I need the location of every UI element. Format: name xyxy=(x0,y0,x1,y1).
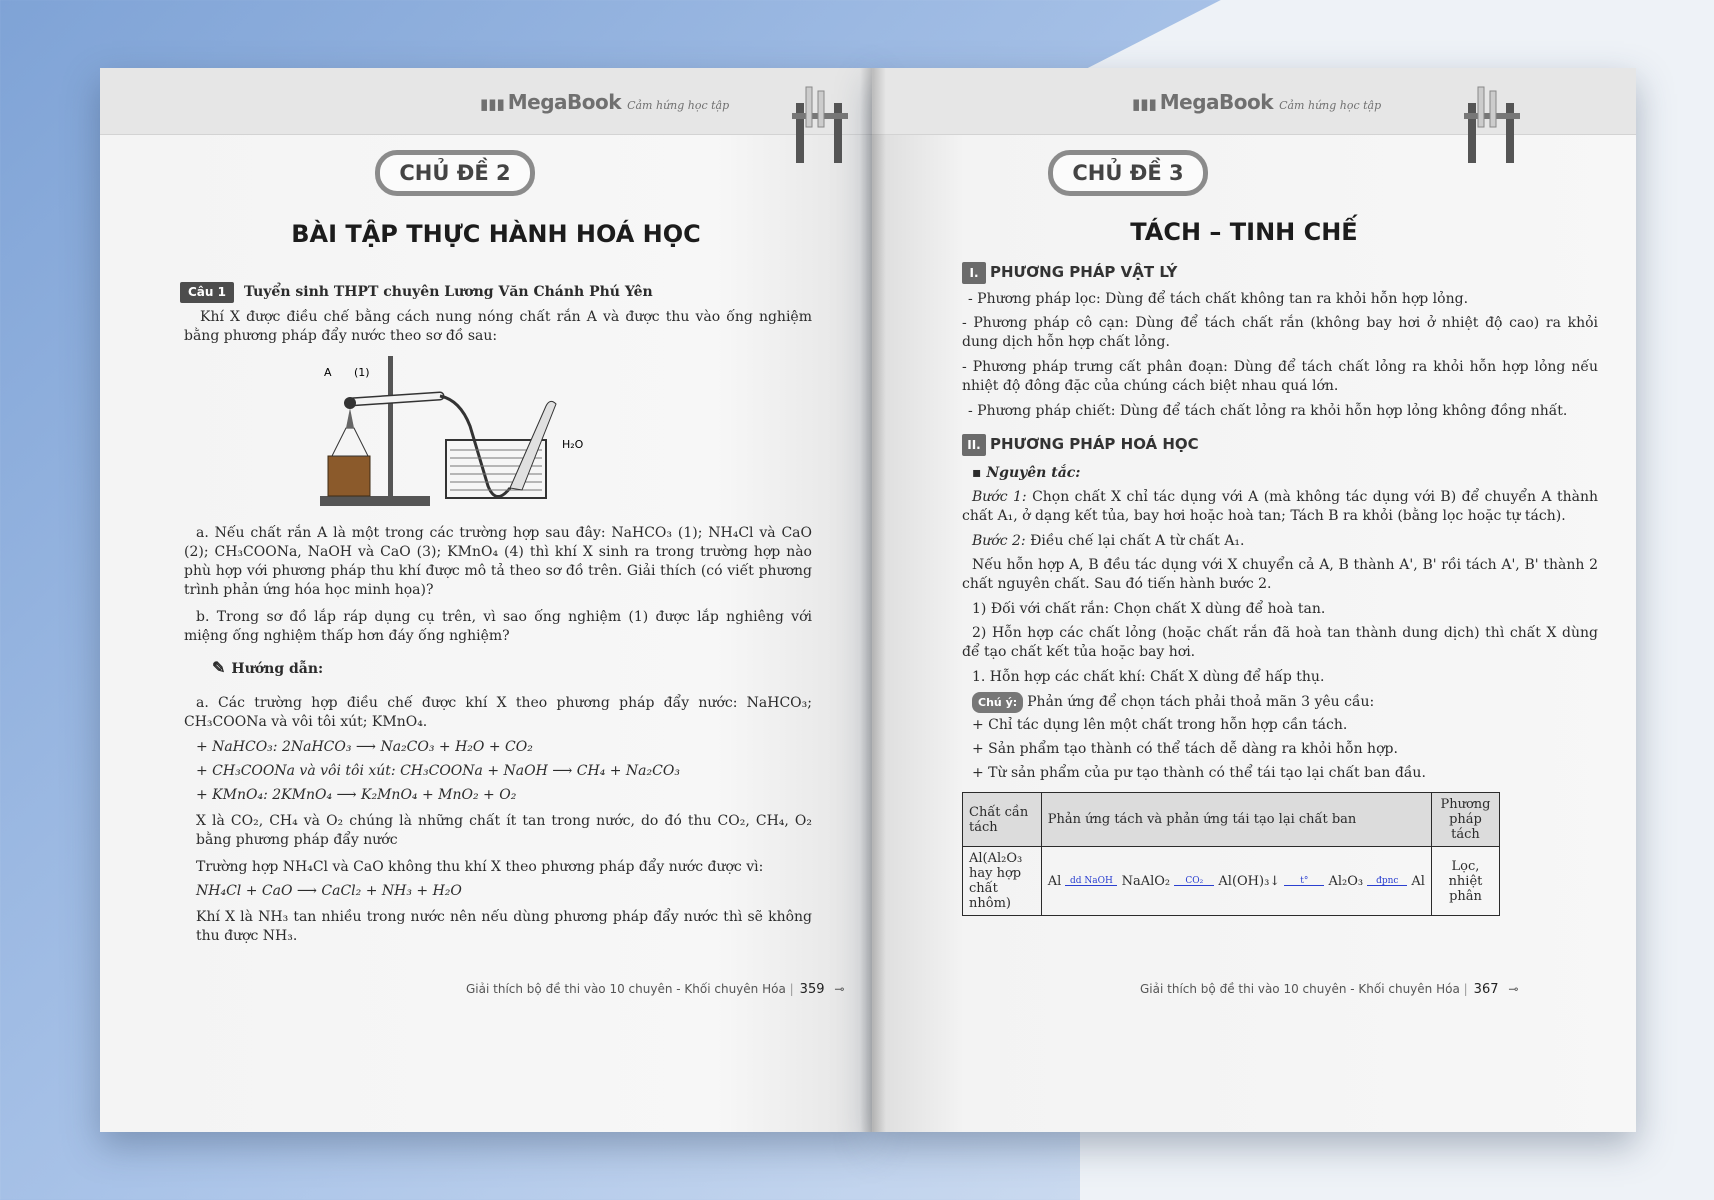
equation-3: + KMnO₄: 2KMnO₄ ⟶ K₂MnO₄ + MnO₂ + O₂ xyxy=(196,787,517,803)
pencil-note-icon: ✎ xyxy=(212,658,226,677)
table-header: Phản ứng tách và phản ứng tái tạo lại chất ban xyxy=(1041,793,1431,847)
case-item-2: 2) Hỗn hợp các chất lỏng (hoặc chất rắn đã hoà tan thành dung dịch) thì chất X dùng để tạo chất kết tủa hoặc bay hơi. xyxy=(962,625,1598,660)
separation-table xyxy=(962,792,1500,916)
megabook-logo: ▮▮▮ MegaBook Cảm hứng học tập xyxy=(1132,90,1382,114)
case-item-3: 1. Hỗn hợp các chất khí: Chất X dùng để hấp thụ. xyxy=(972,669,1325,685)
step-2: Bước 2: Điều chế lại chất A từ chất A₁. xyxy=(972,533,1245,549)
question-part-b: b. Trong sơ đồ lắp ráp dụng cụ trên, vì sao ống nghiệm (1) được lắp nghiêng với miệng ống nghiệm thấp hơn đáy ống nghiệm? xyxy=(184,609,812,644)
explanation-2: Trường hợp NH₄Cl và CaO không thu khí X theo phương pháp đẩy nước được vì: xyxy=(196,859,764,875)
note-badge: Chú ý: xyxy=(972,692,1023,713)
open-book xyxy=(100,62,1640,1122)
equation-4: NH₄Cl + CaO ⟶ CaCl₂ + NH₃ + H₂O xyxy=(196,883,462,899)
key-icon: ⊸ xyxy=(834,982,845,996)
diagram-label-a: A xyxy=(324,366,332,379)
equation-2: + CH₃COONa và vôi tôi xút: CH₃COONa + NaOH ⟶ CH₄ + Na₂CO₃ xyxy=(196,763,680,779)
page-footer: Giải thích bộ đề thi vào 10 chuyên - Khối chuyên Hóa | 367 ⊸ xyxy=(1140,982,1519,997)
question-header: Câu 1 Tuyển sinh THPT chuyên Lương Văn Chánh Phú Yên xyxy=(180,282,800,303)
diagram-label-1: (1) xyxy=(354,366,370,379)
equation-1: + NaHCO₃: 2NaHCO₃ ⟶ Na₂CO₃ + H₂O + CO₂ xyxy=(196,739,533,755)
requirement-3: + Từ sản phẩm của pư tạo thành có thể tái tạo lại chất ban đầu. xyxy=(972,765,1426,781)
test-tube-rack-icon xyxy=(790,83,860,169)
method-filter: - Phương pháp lọc: Dùng để tách chất không tan ra khỏi hỗn hợp lỏng. xyxy=(968,291,1469,307)
question-intro: Khí X được điều chế bằng cách nung nóng chất rắn A và được thu vào ống nghiệm bằng phương pháp đẩy nước theo sơ đồ sau: xyxy=(184,309,812,344)
page-footer: Giải thích bộ đề thi vào 10 chuyên - Khối chuyên Hóa | 359 ⊸ xyxy=(466,982,845,997)
chapter-pill: CHỦ ĐỀ 2 xyxy=(375,150,535,196)
diagram-label-water: H₂O xyxy=(562,438,584,451)
table-header: Chất cần tách xyxy=(963,793,1042,847)
page-number: 367 xyxy=(1473,982,1499,997)
logo-bars-icon: ▮▮▮ xyxy=(480,95,505,113)
method-extract: - Phương pháp chiết: Dùng để tách chất lỏng ra khỏi hỗn hợp lỏng không đồng nhất. xyxy=(968,403,1568,419)
reaction-arrow: đpnc xyxy=(1367,877,1407,886)
requirement-2: + Sản phẩm tạo thành có thể tách dễ dàng ra khỏi hỗn hợp. xyxy=(972,741,1398,757)
right-page xyxy=(872,68,1636,1132)
left-page xyxy=(100,68,872,1132)
apparatus-diagram xyxy=(310,356,620,516)
key-icon: ⊸ xyxy=(1508,982,1519,996)
requirement-1: + Chỉ tác dụng lên một chất trong hỗn hợp cần tách. xyxy=(972,717,1348,733)
book-spine-shadow xyxy=(860,68,886,1132)
chapter-pill: CHỦ ĐỀ 3 xyxy=(1048,150,1208,196)
guide-header: ✎ Hướng dẫn: xyxy=(212,658,324,677)
note-line: Chú ý: Phản ứng để chọn tách phải thoả mãn 3 yêu cầu: xyxy=(972,692,1592,713)
method-evaporate: - Phương pháp cô cạn: Dùng để tách chất rắn (không bay hơi ở nhiệt độ cao) ra khỏi dung dịch hỗn hợp chất lỏng. xyxy=(962,315,1598,350)
question-badge: Câu 1 xyxy=(180,282,234,303)
page-title: TÁCH – TINH CHẾ xyxy=(1130,218,1358,246)
explanation-3: Khí X là NH₃ tan nhiều trong nước nên nếu dùng phương pháp đẩy nước thì sẽ không thu được NH₃. xyxy=(196,909,812,944)
table-row xyxy=(963,847,1500,916)
method-distill: - Phương pháp trưng cất phân đoạn: Dùng để tách chất lỏng ra khỏi hỗn hợp lỏng nếu nhiệt độ đông đặc của chúng cách biệt nhau quá lớn. xyxy=(962,359,1598,394)
table-cell-method: Lọc, nhiệt phân xyxy=(1431,847,1499,916)
case-item-1: 1) Đối với chất rắn: Chọn chất X dùng để hoà tan. xyxy=(972,601,1326,617)
reaction-arrow: t° xyxy=(1284,877,1324,886)
explanation-1: X là CO₂, CH₄ và O₂ chúng là những chất ít tan trong nước, do đó thu CO₂, CH₄, O₂ bằng phương pháp đẩy nước xyxy=(196,813,812,848)
page-number: 359 xyxy=(799,982,825,997)
logo-bars-icon: ▮▮▮ xyxy=(1132,95,1157,113)
note-both-react: Nếu hỗn hợp A, B đều tác dụng với X chuyển cả A, B thành A', B' rồi tách A', B' thành 2 chất nguyên chất. Sau đó tiến hành bước 2. xyxy=(962,557,1598,592)
step-1: Bước 1: Chọn chất X chỉ tác dụng với A (mà không tác dụng với B) để chuyển A thành chất A₁, ở dạng kết tủa, bay hơi hoặc hoà tan; Tách B ra khỏi (bằng lọc hoặc tự tách). xyxy=(962,489,1598,524)
principle-label: ▪ Nguyên tắc: xyxy=(972,465,1081,481)
table-header: Phương pháp tách xyxy=(1431,793,1499,847)
section-1-heading: I. PHƯƠNG PHÁP VẬT LÝ xyxy=(962,262,1177,284)
answer-part-a: a. Các trường hợp điều chế được khí X theo phương pháp đẩy nước: NaHCO₃; CH₃COONa và vôi tôi xút; KMnO₄. xyxy=(184,695,812,730)
reaction-arrow: CO₂ xyxy=(1174,877,1214,886)
reaction-arrow: dd NaOH xyxy=(1065,877,1117,886)
section-2-heading: II. PHƯƠNG PHÁP HOÁ HỌC xyxy=(962,434,1199,456)
table-cell-reaction: Al dd NaOH NaAlO₂ CO₂ Al(OH)₃↓ t° Al₂O₃ đpnc Al xyxy=(1041,847,1431,916)
question-part-a: a. Nếu chất rắn A là một trong các trường hợp sau đây: NaHCO₃ (1); NH₄Cl và CaO (2); CH₃COONa, NaOH và CaO (3); KMnO₄ (4) thì khí X sinh ra trong trường hợp nào phù hợp với phương pháp thu khí được mô tả theo sơ đồ trên. Giải thích (có viết phương trình phản ứng hóa học minh họa)? xyxy=(184,525,812,598)
table-cell-substance: Al(Al₂O₃ hay hợp chất nhôm) xyxy=(963,847,1042,916)
page-title: BÀI TẬP THỰC HÀNH HOÁ HỌC xyxy=(291,220,701,248)
megabook-logo: ▮▮▮ MegaBook Cảm hứng học tập xyxy=(480,90,730,114)
test-tube-rack-icon xyxy=(1462,83,1532,169)
table-header-row xyxy=(963,793,1500,847)
